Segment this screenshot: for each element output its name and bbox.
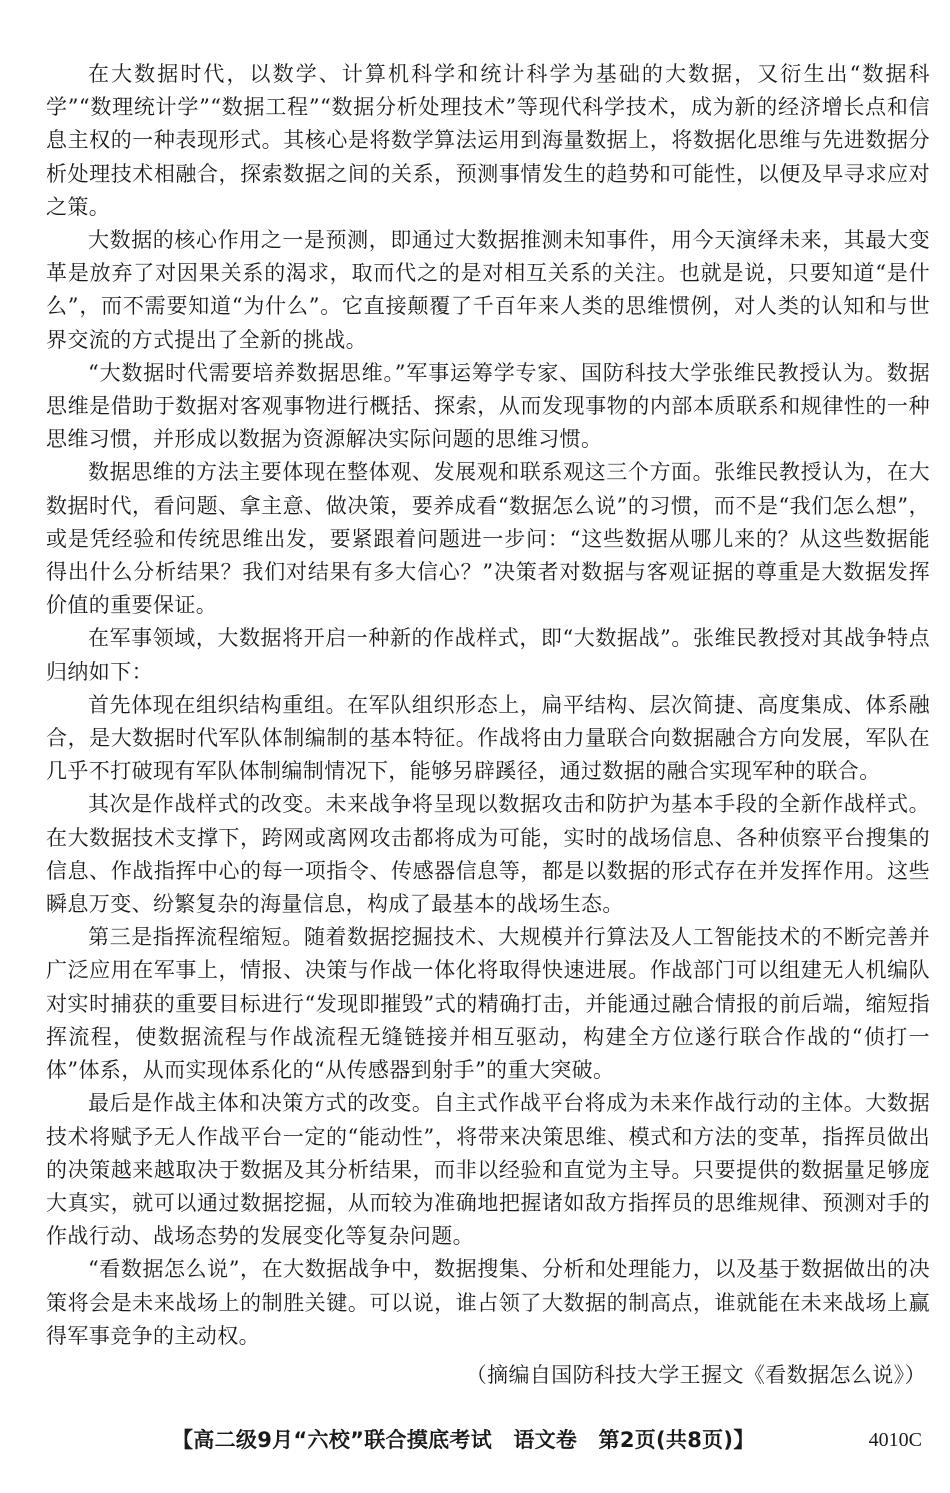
paragraph-4: 数据思维的方法主要体现在整体观、发展观和联系观这三个方面。张维民教授认为，在大数据时代，看问题、拿主意、做决策，要养成看“数据怎么说”的习惯，而不是“我们怎么想”，或是凭经验和传统思维出发，要紧跟着问题进一步问：“这些数据从哪儿来的？从这些数据能得出什么分析结果？我们对结果有多大信心？”决策者对数据与客观证据的尊重是大数据发挥价值的重要保证。 (46, 460, 930, 618)
paragraph-9: 最后是作战主体和决策方式的改变。自主式作战平台将成为未来作战行动的主体。大数据技术将赋予无人作战平台一定的“能动性”，将带来决策思维、模式和方法的变革，指挥员做出的决策越来越取决于数据及其分析结果，而非以经验和直觉为主导。只要提供的数据量足够庞大真实，就可以通过数据挖掘，从而较为准确地把握诸如敌方指挥员的思维规律、预测对手的作战行动、战场态势的发展变化等复杂问题。 (46, 1091, 930, 1249)
paragraph-7: 其次是作战样式的改变。未来战争将呈现以数据攻击和防护为基本手段的全新作战样式。在大数据技术支撑下，跨网或离网攻击都将成为可能，实时的战场信息、各种侦察平台搜集的信息、作战指挥中心的每一项指令、传感器信息等，都是以数据的形式存在并发挥作用。这些瞬息万变、纷繁复杂的海量信息，构成了最基本的战场生态。 (46, 792, 930, 917)
exam-code: 4010C (868, 1429, 922, 1451)
article-body (46, 58, 930, 1392)
source-citation: （摘编自国防科技大学王握文《看数据怎么说》） (465, 1362, 926, 1387)
paragraph-8: 第三是指挥流程缩短。随着数据挖掘技术、大规模并行算法及人工智能技术的不断完善并广泛应用在军事上，情报、决策与作战一体化将取得快速进展。作战部门可以组建无人机编队对实时捕获的重要目标进行“发现即摧毁”式的精确打击，并能通过融合情报的前后端，缩短指挥流程，使数据流程与作战流程无缝链接并相互驱动，构建全方位遂行联合作战的“侦打一体”体系，从而实现体系化的“从传感器到射手”的重大突破。 (46, 925, 930, 1083)
paragraph-3: “大数据时代需要培养数据思维。”军事运筹学专家、国防科技大学张维民教授认为。数据思维是借助于数据对客观事物进行概括、探索，从而发现事物的内部本质联系和规律性的一种思维习惯，并形成以数据为资源解决实际问题的思维习惯。 (46, 360, 930, 452)
page-footer (0, 1422, 950, 1462)
paragraph-5: 在军事领域，大数据将开启一种新的作战样式，即“大数据战”。张维民教授对其战争特点归纳如下： (46, 626, 930, 684)
exam-footer-title: 【高二级9月“六校”联合摸底考试 语文卷 第2页(共8页)】 (172, 1428, 755, 1452)
paragraph-10: “看数据怎么说”，在大数据战争中，数据搜集、分析和处理能力，以及基于数据做出的决策将会是未来战场上的制胜关键。可以说，谁占领了大数据的制高点，谁就能在未来战场上赢得军事竞争的主动权。 (46, 1257, 930, 1348)
paragraph-6: 首先体现在组织结构重组。在军队组织形态上，扁平结构、层次简捷、高度集成、体系融合，是大数据时代军队体制编制的基本特征。作战将由力量联合向数据融合方向发展，军队在几乎不打破现有军队体制编制情况下，能够另辟蹊径，通过数据的融合实现军种的联合。 (46, 692, 930, 784)
paragraph-1: 在大数据时代，以数学、计算机科学和统计科学为基础的大数据，又衍生出“数据科学”“数理统计学”“数据工程”“数据分析处理技术”等现代科学技术，成为新的经济增长点和信息主权的一种表现形式。其核心是将数学算法运用到海量数据上，将数据化思维与先进数据分析处理技术相融合，探索数据之间的关系，预测事情发生的趋势和可能性，以便及早寻求应对之策。 (46, 62, 930, 219)
paragraph-2: 大数据的核心作用之一是预测，即通过大数据推测未知事件，用今天演绎未来，其最大变革是放弃了对因果关系的渴求，取而代之的是对相互关系的关注。也就是说，只要知道“是什么”，而不需要知道“为什么”。它直接颠覆了千百年来人类的思维惯例，对人类的认知和与世界交流的方式提出了全新的挑战。 (46, 228, 930, 352)
